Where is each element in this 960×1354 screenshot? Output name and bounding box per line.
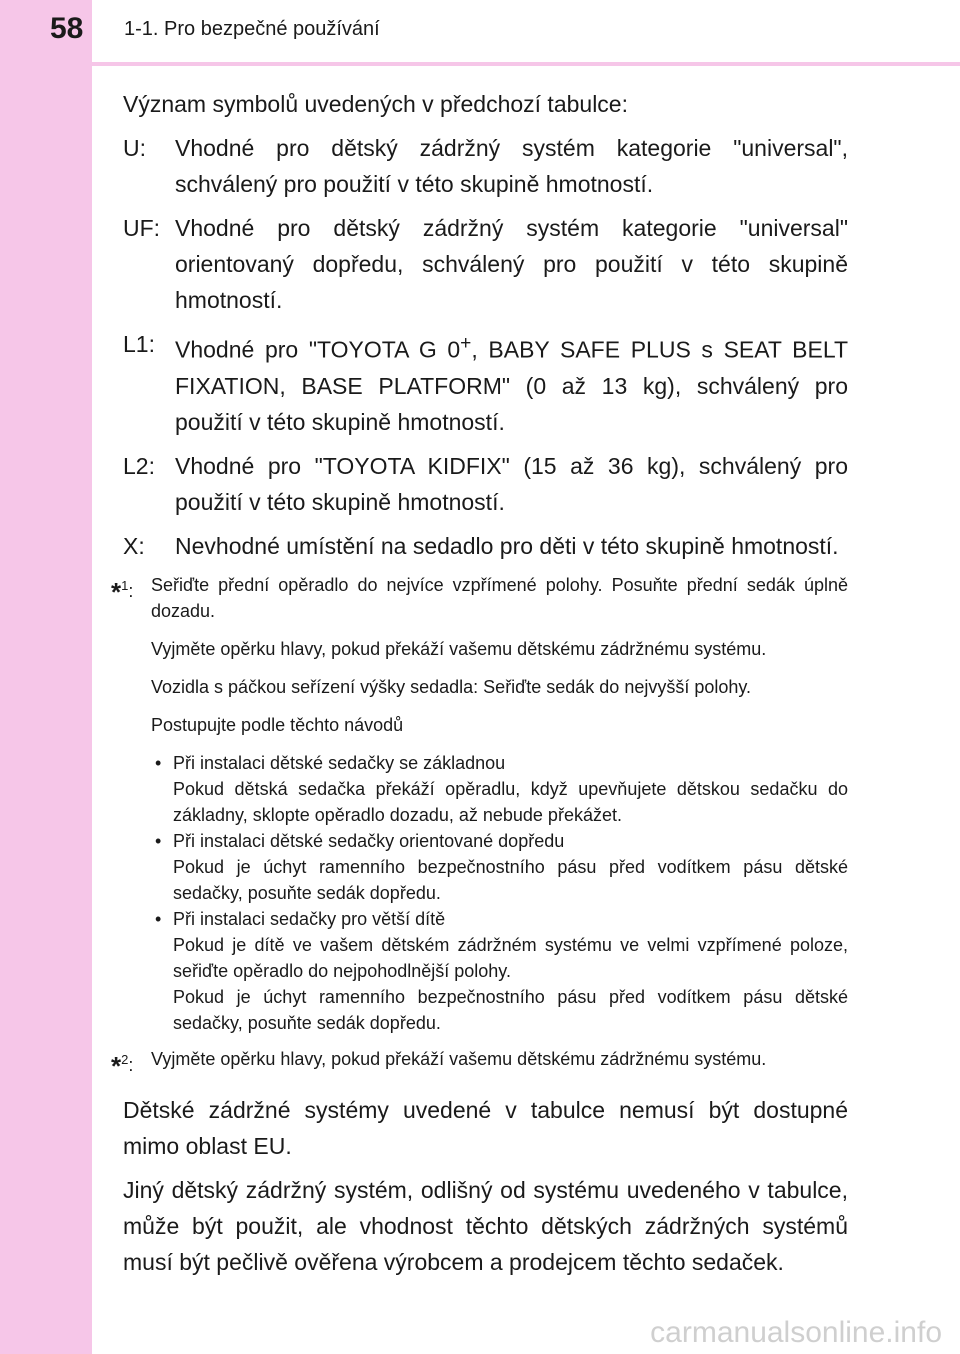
bullet-icon: •: [155, 830, 162, 851]
footnote-paragraph: Vyjměte opěrku hlavy, pokud překáží vašemu dětskému zádržnému systému.: [151, 1048, 767, 1069]
section-title: 1-1. Pro bezpečné používání: [124, 18, 380, 40]
asterisk: *: [111, 576, 122, 607]
legend-text: Vhodné pro dětský zádržný systém kategorie "universal" orientovaný dopředu, schválený pro použití v této skupině hmotností.: [175, 215, 848, 313]
bullet-icon: •: [155, 908, 162, 929]
footnote-colon: :: [128, 580, 134, 601]
footnote-colon: :: [128, 1054, 134, 1075]
legend-text: Nevhodné umístění na sedadlo pro děti v této skupině hmotností.: [175, 532, 839, 559]
legend-key: L1:: [123, 331, 155, 357]
footnote-paragraph: Postupujte podle těchto návodů: [151, 714, 404, 735]
list-item-body: Pokud je dítě ve vašem dětském zádržném systému ve velmi vzpřímené poloze, seřiďte opěradlo do nejpohodlnější polohy.: [173, 934, 848, 981]
footnote-body: [151, 572, 848, 1040]
legend-text-part: Vhodné pro "TOYOTA G 0: [175, 336, 461, 363]
legend-text: Vhodné pro dětský zádržný systém kategorie "universal", schválený pro použití v této skupině hmotností.: [175, 135, 848, 197]
legend-item-l1: [123, 326, 848, 440]
legend-key: UF:: [123, 215, 161, 241]
legend-key: U:: [123, 135, 146, 161]
list-item-heading: Při instalaci dětské sedačky se základnou: [173, 752, 506, 773]
legend-item-l2: [123, 448, 848, 520]
list-item-body: Pokud je úchyt ramenního bezpečnostního pásu před vodítkem pásu dětské sedačky, posuňte sedák dopředu.: [173, 986, 848, 1033]
header-rule: [92, 62, 960, 66]
list-item: [151, 750, 848, 828]
legend-item-u: [123, 130, 848, 202]
asterisk: *: [111, 1050, 122, 1081]
watermark-text: carmanualsonline.info: [650, 1316, 942, 1349]
footnote-2: [111, 1046, 848, 1084]
footnote-paragraph: Seřiďte přední opěradlo do nejvíce vzpřímené polohy. Posuňte přední sedák úplně dozadu.: [151, 574, 848, 621]
page-header: [0, 0, 960, 74]
list-item: [151, 906, 848, 1036]
footnote-marker: [111, 572, 151, 1040]
footnote-marker: [111, 1046, 151, 1084]
legend-text-part: , BABY SAFE PLUS s SEAT BELT FIXATION, BASE PLATFORM" (0 až 13 kg), schválený pro použití v této skupině hmotností.: [175, 336, 848, 435]
legend-key: L2:: [123, 452, 155, 479]
footnote-paragraph: Vyjměte opěrku hlavy, pokud překáží vašemu dětskému zádržnému systému.: [151, 638, 767, 659]
legend-text: Vhodné pro "TOYOTA KIDFIX" (15 až 36 kg), schválený pro použití v této skupině hmotností.: [175, 452, 848, 515]
instruction-list: [151, 750, 848, 1036]
bullet-icon: •: [155, 752, 162, 773]
footnote-number: 2: [121, 1051, 129, 1067]
superscript-plus: +: [460, 333, 472, 354]
footnote-1: [111, 572, 848, 1040]
legend-item-x: [123, 528, 848, 564]
footnote-body: [151, 1046, 848, 1084]
list-item: [151, 828, 848, 906]
intro-text: Význam symbolů uvedených v předchozí tabulce:: [123, 91, 628, 117]
footnote-paragraph: Vozidla s páčkou seřízení výšky sedadla: Seřiďte sedák do nejvyšší polohy.: [151, 676, 752, 697]
page-content: [111, 86, 848, 1286]
list-item-body: Pokud dětská sedačka překáží opěradlu, když upevňujete dětskou sedačku do základny, sklopte opěradlo dozadu, až nebude překážet.: [173, 778, 848, 825]
side-bar: [0, 0, 92, 1354]
body-paragraph: Jiný dětský zádržný systém, odlišný od systému uvedeného v tabulce, může být použit, ale vhodnost těchto dětských zádržných systémů musí být pečlivě ověřena výrobcem a prodejcem těchto sedaček.: [123, 1176, 848, 1275]
legend-key: X:: [123, 532, 145, 559]
legend-item-uf: [123, 210, 848, 318]
list-item-body: Pokud je úchyt ramenního bezpečnostního pásu před vodítkem pásu dětské sedačky, posuňte sedák dopředu.: [173, 856, 848, 903]
body-paragraph: Dětské zádržné systémy uvedené v tabulce nemusí být dostupné mimo oblast EU.: [123, 1096, 848, 1159]
list-item-heading: Při instalaci sedačky pro větší dítě: [173, 908, 446, 929]
list-item-heading: Při instalaci dětské sedačky orientované dopředu: [173, 830, 565, 851]
legend-text: [175, 326, 848, 440]
footnote-number: 1: [121, 577, 129, 593]
page-number: 58: [50, 12, 84, 45]
